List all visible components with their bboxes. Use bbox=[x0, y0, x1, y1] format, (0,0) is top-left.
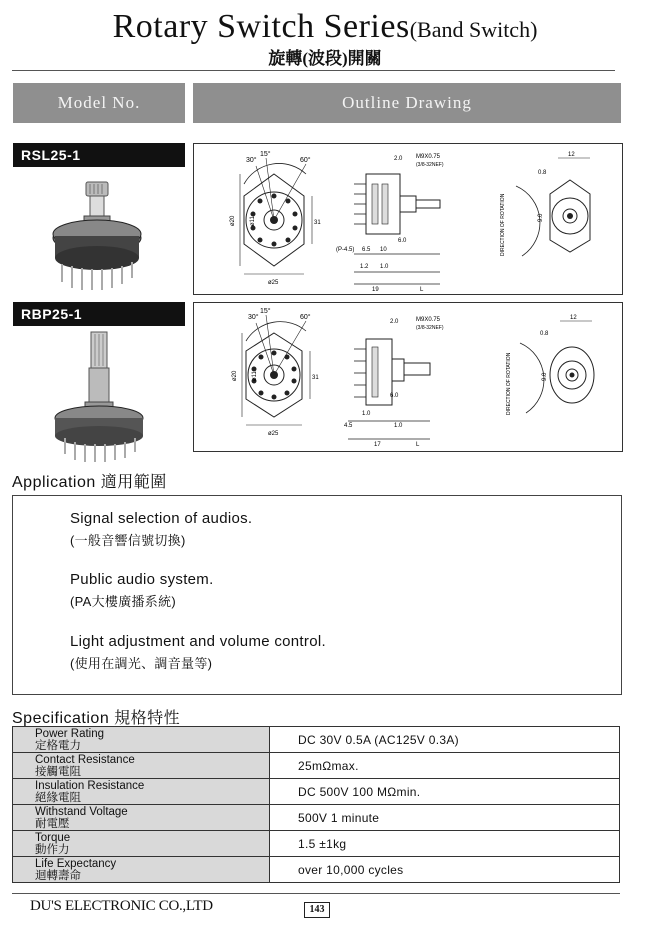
dim-thread-sub: (3/8-32NEF) bbox=[416, 162, 444, 168]
table-row bbox=[13, 727, 620, 753]
dim-d11: ø11 bbox=[252, 371, 258, 381]
title-sub: (Band Switch) bbox=[409, 17, 538, 42]
dim-s60: 6.0 bbox=[398, 238, 407, 244]
spec-key-en: Insulation Resistance bbox=[35, 779, 145, 792]
dim-thread-sub: (3/8-32NEF) bbox=[416, 325, 444, 331]
application-item-en: Signal selection of audios. bbox=[70, 510, 253, 527]
dim-r90: 9.0 bbox=[542, 372, 548, 381]
spec-key-en: Life Expectancy bbox=[35, 857, 117, 870]
footer-rule bbox=[12, 893, 620, 894]
dim-r08: 0.8 bbox=[540, 331, 549, 337]
list-item bbox=[70, 569, 214, 613]
dim-s65: 6.5 bbox=[362, 247, 371, 253]
dim-r12: 12 bbox=[570, 315, 577, 321]
dim-d20: ø20 bbox=[232, 370, 238, 381]
application-item-cn: (使用在調光、調音量等) bbox=[70, 656, 213, 671]
dim-sl: L bbox=[416, 442, 420, 448]
outline-drawing-header: Outline Drawing bbox=[193, 83, 621, 123]
dim-thread: M9X0.75 bbox=[416, 317, 441, 323]
company-name: DU'S ELECTRONIC CO.,LTD bbox=[30, 898, 213, 914]
application-title: Application 適用範圍 bbox=[12, 474, 167, 491]
dim-d11: ø11 bbox=[250, 216, 256, 226]
spec-key bbox=[13, 857, 270, 883]
list-item bbox=[70, 631, 326, 675]
spec-value: 1.5 ±1kg bbox=[270, 831, 620, 857]
dim-h31: 31 bbox=[312, 375, 319, 381]
spec-key-cn: 定格電力 bbox=[35, 739, 81, 752]
spec-value: over 10,000 cycles bbox=[270, 857, 620, 883]
title-chinese: 旋轉(波段)開關 bbox=[268, 49, 382, 68]
spec-key bbox=[13, 727, 270, 753]
title-main: Rotary Switch Series bbox=[112, 8, 410, 45]
spec-key-en: Withstand Voltage bbox=[35, 805, 128, 818]
outline-svg-rsl25 bbox=[194, 144, 622, 294]
spec-key-cn: 耐電壓 bbox=[35, 817, 70, 830]
model-name-bar: RSL25-1 bbox=[13, 143, 185, 167]
specification-title: Specification 規格特性 bbox=[12, 710, 181, 727]
dim-angle-c: 60° bbox=[300, 314, 311, 321]
table-row bbox=[13, 805, 620, 831]
spec-key-en: Contact Resistance bbox=[35, 753, 135, 766]
spec-key bbox=[13, 805, 270, 831]
dim-s17: 17 bbox=[374, 442, 381, 448]
dim-thread: M9X0.75 bbox=[416, 154, 441, 160]
page-number: 143 bbox=[304, 902, 330, 918]
dim-d25: ø25 bbox=[268, 280, 279, 286]
dim-angle-b: 15° bbox=[260, 151, 271, 158]
spec-key bbox=[13, 753, 270, 779]
model-no-header: Model No. bbox=[13, 83, 185, 123]
dim-s45: (P-4.5) bbox=[336, 247, 355, 253]
dim-d25: ø25 bbox=[268, 431, 279, 437]
dim-rotation: DIRECTION OF ROTATION bbox=[506, 352, 512, 415]
application-item-cn: (一般音響信號切換) bbox=[70, 533, 186, 548]
spec-value: 25mΩmax. bbox=[270, 753, 620, 779]
dim-s12: 1.2 bbox=[360, 264, 369, 270]
dim-angle-c: 60° bbox=[300, 157, 311, 164]
dim-sl: L bbox=[420, 287, 424, 293]
spec-key-cn: 絕緣電阻 bbox=[35, 791, 81, 804]
spec-key-en: Power Rating bbox=[35, 727, 105, 740]
dim-r08: 0.8 bbox=[538, 170, 547, 176]
dim-s20: 2.0 bbox=[394, 156, 403, 162]
specification-table bbox=[12, 726, 620, 883]
list-item bbox=[70, 508, 252, 552]
model-name-bar: RBP25-1 bbox=[13, 302, 185, 326]
application-box bbox=[12, 495, 622, 695]
outline-drawing-rsl25 bbox=[193, 143, 623, 295]
outline-drawing-rbp25 bbox=[193, 302, 623, 452]
spec-value: DC 500V 100 MΩmin. bbox=[270, 779, 620, 805]
title-rule bbox=[12, 70, 615, 71]
dim-h31: 31 bbox=[314, 220, 321, 226]
dim-s19: 19 bbox=[372, 287, 379, 293]
table-row bbox=[13, 831, 620, 857]
switch-photo-rsl25 bbox=[40, 178, 160, 298]
spec-value: DC 30V 0.5A (AC125V 0.3A) bbox=[270, 727, 620, 753]
spec-value: 500V 1 minute bbox=[270, 805, 620, 831]
dim-s10b: 1.0 bbox=[394, 423, 403, 429]
dim-rotation: DIRECTION OF ROTATION bbox=[500, 193, 506, 256]
dim-s10a: 10 bbox=[380, 247, 387, 253]
dim-s10b: 1.0 bbox=[380, 264, 389, 270]
dim-s20: 2.0 bbox=[390, 319, 399, 325]
table-row bbox=[13, 857, 620, 883]
table-row bbox=[13, 779, 620, 805]
dim-angle-a: 30° bbox=[248, 314, 259, 321]
spec-key-en: Torque bbox=[35, 831, 71, 844]
dim-s10a: 1.0 bbox=[362, 411, 371, 417]
outline-svg-rbp25 bbox=[194, 303, 622, 451]
page-title bbox=[0, 8, 650, 46]
application-item-cn: (PA大樓廣播系統) bbox=[70, 594, 177, 609]
dim-d20: ø20 bbox=[230, 215, 236, 226]
dim-s60: 6.0 bbox=[390, 393, 399, 399]
dim-r12: 12 bbox=[568, 152, 575, 158]
dim-r90: 9.0 bbox=[538, 213, 544, 222]
application-item-en: Light adjustment and volume control. bbox=[70, 633, 326, 650]
dim-angle-a: 30° bbox=[246, 157, 257, 164]
dim-angle-b: 15° bbox=[260, 308, 271, 315]
dim-s45: 4.5 bbox=[344, 423, 353, 429]
table-row bbox=[13, 753, 620, 779]
application-item-en: Public audio system. bbox=[70, 571, 214, 588]
switch-photo-rbp25 bbox=[45, 330, 155, 465]
spec-key-cn: 迴轉壽命 bbox=[35, 869, 81, 882]
spec-key-cn: 動作力 bbox=[35, 843, 70, 856]
spec-key-cn: 接觸電阻 bbox=[35, 765, 81, 778]
spec-key bbox=[13, 831, 270, 857]
spec-key bbox=[13, 779, 270, 805]
